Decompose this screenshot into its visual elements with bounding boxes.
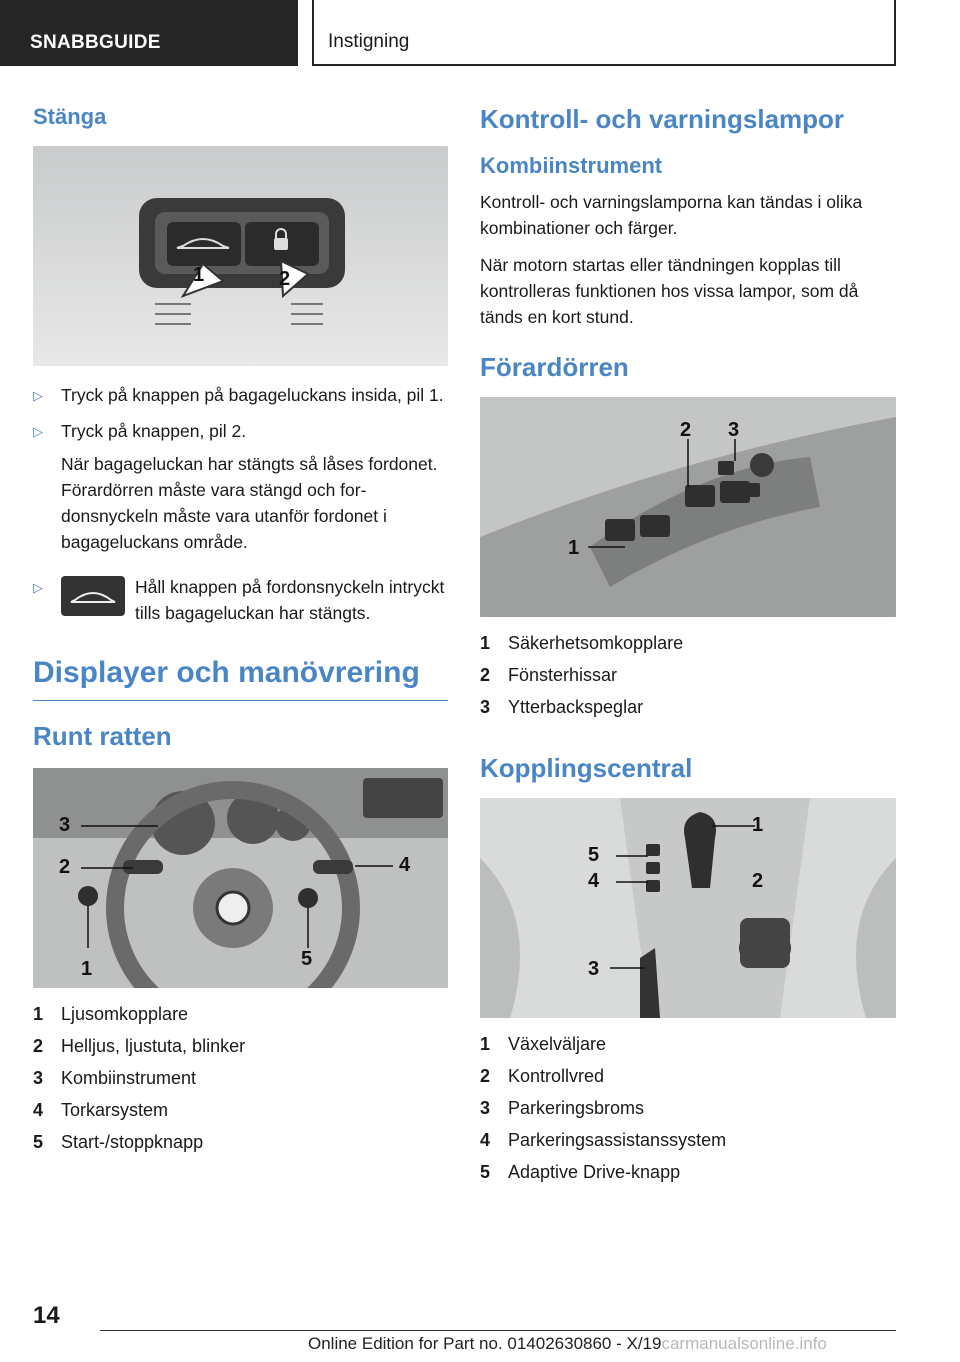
instruction-text: Tryck på knappen på bagageluckans insida, pil 1. [61, 385, 444, 405]
watermark-text: carmanualsonline.info [661, 1334, 827, 1353]
legend-item: 5 Adaptive Drive-knapp [480, 1162, 681, 1183]
driver-door-image [480, 397, 896, 617]
steering-wheel-illustration [33, 768, 448, 988]
trunk-buttons-illustration [33, 146, 448, 366]
instruction-item [33, 382, 448, 408]
chapter-tab [312, 0, 896, 66]
trunk-buttons-image [33, 146, 448, 366]
legend-item: 2 Helljus, ljustuta, blinker [33, 1036, 246, 1056]
photo-label-1: 1 [752, 814, 764, 837]
right-column [480, 96, 896, 1188]
photo-label-5: 5 [301, 948, 313, 970]
kombi-paragraph-2: När motorn startas eller tändningen kopplas till kontrolleras funktionen hos vissa lampor, som då tänds en kort stund. [480, 254, 859, 327]
legend-item: 3 Kombiinstrument [33, 1068, 197, 1088]
center-console-illustration [480, 798, 896, 1018]
photo-label-4: 4 [399, 854, 411, 876]
runt-ratten-heading: Runt ratten [33, 721, 172, 751]
kontroll-heading: Kontroll- och varningslampor [480, 104, 845, 134]
section-tab [0, 0, 298, 66]
photo-label-3: 3 [588, 958, 600, 981]
instruction-text: Tryck på knappen, pil 2. [61, 421, 247, 442]
kombi-heading: Kombiinstrument [480, 153, 663, 178]
legend-item: 1 Säkerhetsomkopplare [480, 633, 684, 654]
legend-item: 2 Fönsterhissar [480, 665, 618, 686]
page-number: 14 [33, 1302, 60, 1329]
photo-label-2: 2 [59, 856, 71, 878]
instruction-note: När bagageluckan har stängts så låses fordonet. Förardörren måste vara stängd och fordonsnyckeln måste vara utanför fordonet i bagageluckans område. [61, 453, 438, 553]
instruction-item [33, 574, 448, 627]
steering-legend [33, 998, 448, 1158]
photo-label-2: 2 [279, 268, 291, 290]
photo-label-4: 4 [588, 870, 600, 893]
center-console-image [480, 798, 896, 1018]
edition-text: Online Edition for Part no. 01402630860 - X/19 [308, 1334, 662, 1353]
forardorren-heading: Förardörren [480, 352, 629, 383]
legend-item: 4 Parkeringsassistanssystem [480, 1130, 727, 1151]
photo-label-1: 1 [193, 264, 205, 286]
legend-item: 2 Kontrollvred [480, 1066, 605, 1087]
chapter-title: Instigning [328, 31, 410, 52]
photo-label-3: 3 [59, 814, 71, 836]
legend-item: 4 Torkarsystem [33, 1100, 169, 1120]
console-legend [480, 1028, 896, 1188]
photo-label-2: 2 [752, 870, 764, 893]
key-trunk-button-icon [61, 576, 125, 616]
section-title: SNABBGUIDE [30, 32, 161, 53]
steering-wheel-image [33, 768, 448, 988]
left-column [33, 96, 448, 1158]
triangle-bullet-icon: ▷ [33, 579, 43, 595]
footer-divider [100, 1330, 896, 1331]
triangle-bullet-icon: ▷ [33, 424, 43, 440]
page-header [0, 0, 960, 66]
legend-item: 3 Parkeringsbroms [480, 1098, 645, 1119]
instruction-text: Håll knappen på fordonsnyckeln intryckt tills bagageluckan har stängts. [135, 576, 445, 623]
photo-label-1: 1 [568, 537, 580, 560]
triangle-bullet-icon: ▷ [33, 388, 43, 403]
photo-label-2: 2 [680, 419, 692, 442]
kombi-paragraph-1: Kontroll- och varningslamporna kan tändas i olika kombinationer och färger. [480, 192, 863, 239]
koppling-heading: Kopplingscentral [480, 753, 693, 784]
footer-edition [308, 1334, 827, 1354]
stanga-instructions [33, 382, 448, 626]
photo-label-3: 3 [728, 419, 740, 442]
legend-item: 5 Start-/stoppknapp [33, 1132, 204, 1152]
photo-label-1: 1 [81, 958, 93, 980]
door-legend [480, 627, 896, 723]
photo-label-5: 5 [588, 844, 600, 867]
legend-item: 3 Ytterbackspeglar [480, 697, 644, 718]
instruction-item [33, 418, 448, 555]
stanga-heading: Stänga [33, 104, 107, 129]
legend-item: 1 Växelväljare [480, 1034, 607, 1055]
displayer-heading: Displayer och manövrering [33, 656, 448, 701]
legend-item: 1 Ljusomkopplare [33, 1004, 189, 1024]
